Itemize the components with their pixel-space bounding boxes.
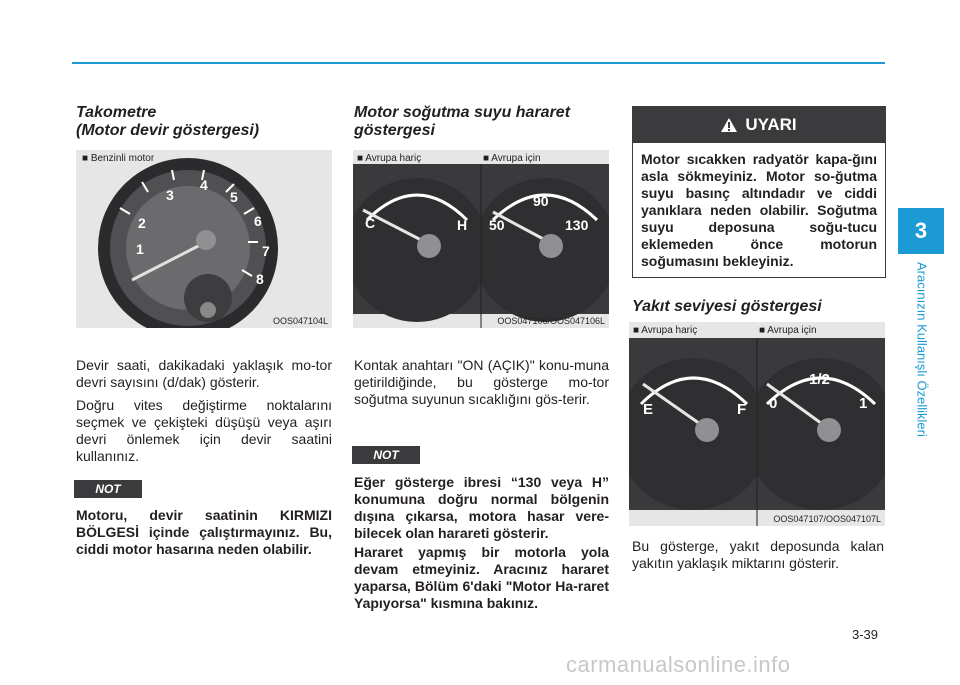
warning-text: Motor sıcakken radyatör kapa-ğını asla sökmeyiniz. Motor so-ğutma suyu basınç altındadır ve ciddi yanıklara neden olabilir. Soğutma suyu deposuna soğu-tucu eklemeden önce motorun soğumasını bekleyiniz.: [641, 151, 877, 269]
svg-text:8: 8: [256, 271, 264, 287]
coolant-note-2: Hararet yapmış bir motorla yola devam etmeyiniz. Aracınız hararet yaparsa, Bölüm 6'daki "Motor Ha-raret Yapıyorsa" kısmına bakınız.: [354, 544, 609, 611]
tachometer-paragraph-2: Doğru vites değiştirme noktalarını seçmek ve çekişteki düşüşü veya aşırı devri önlemek için devir saatini kullanınız.: [76, 397, 332, 464]
coolant-heading: Motor soğutma suyu hararet göstergesi: [354, 104, 571, 139]
svg-text:C: C: [365, 215, 376, 231]
warning-header: [633, 107, 885, 143]
header-rule: [72, 62, 885, 64]
page-number: 3-39: [852, 627, 879, 642]
svg-text:7: 7: [262, 243, 270, 259]
chapter-title-vertical: [912, 262, 932, 462]
coolant-paragraph-1: Kontak anahtarı "ON (AÇIK)" konu-muna getirildiğinde, bu gösterge mo-tor soğutma suyunun sıcaklığını gös-terir.: [354, 357, 609, 407]
svg-text:1/2: 1/2: [809, 371, 830, 388]
svg-text:2: 2: [138, 215, 146, 231]
figure-label: ■ Benzinli motor: [82, 153, 155, 164]
svg-text:130: 130: [565, 217, 589, 233]
note-badge: NOT: [74, 480, 142, 498]
figure-code: OOS047106/OOS047106L: [497, 316, 605, 326]
tachometer-gauge-image: [76, 150, 332, 328]
tachometer-paragraph-1: Devir saati, dakikadaki yaklaşık mo-tor devri sayısını (d/dak) gösterir.: [76, 357, 332, 390]
fuel-heading: Yakıt seviyesi göstergesi: [632, 298, 822, 315]
svg-text:1: 1: [136, 241, 144, 257]
svg-text:1: 1: [859, 395, 868, 412]
tachometer-heading: Takometre (Motor devir göstergesi): [76, 104, 260, 139]
coolant-note-1: Eğer gösterge ibresi “130 veya H” konumuna doğru normal bölgenin dışına çıkarsa, motora hasar vere-bilecek olan harareti gösterir.: [354, 474, 609, 541]
figure-label-right: ■ Avrupa için: [483, 153, 541, 164]
figure-code: OOS047107/OOS047107L: [773, 514, 881, 524]
figure-label-left: ■ Avrupa hariç: [357, 153, 422, 164]
warning-triangle-icon: [721, 118, 737, 132]
tachometer-figure: [76, 150, 332, 328]
figure-label-right: ■ Avrupa için: [759, 325, 817, 336]
fuel-figure: [629, 322, 885, 526]
figure-label-left: ■ Avrupa hariç: [633, 325, 698, 336]
svg-text:90: 90: [533, 193, 549, 209]
chapter-number-tab: 3: [898, 208, 944, 254]
svg-text:E: E: [643, 401, 654, 418]
svg-text:F: F: [737, 401, 747, 418]
figure-code: OOS047104L: [272, 316, 328, 326]
watermark: carmanualsonline.info: [566, 652, 791, 677]
warning-title: UYARI: [745, 115, 797, 134]
svg-text:50: 50: [489, 217, 505, 233]
svg-text:5: 5: [230, 189, 238, 205]
tachometer-note: Motoru, devir saatinin KIRMIZI BÖLGESİ içinde çalıştırmayınız. Bu, ciddi motor hasarına neden olabilir.: [76, 507, 332, 557]
fuel-gauge-image: [629, 322, 885, 526]
svg-text:6: 6: [254, 213, 262, 229]
svg-text:3: 3: [166, 187, 174, 203]
svg-text:H: H: [457, 217, 468, 233]
warning-box: [632, 106, 886, 278]
chapter-title: Aracınızın Kullanışlı Özellikleri: [914, 262, 930, 437]
coolant-figure: [353, 150, 609, 328]
note-badge: NOT: [352, 446, 420, 464]
svg-text:0: 0: [769, 395, 778, 412]
coolant-gauge-image: [353, 150, 609, 328]
fuel-paragraph-1: Bu gösterge, yakıt deposunda kalan yakıtın yaklaşık miktarını gösterir.: [632, 538, 884, 571]
svg-text:4: 4: [200, 177, 208, 193]
